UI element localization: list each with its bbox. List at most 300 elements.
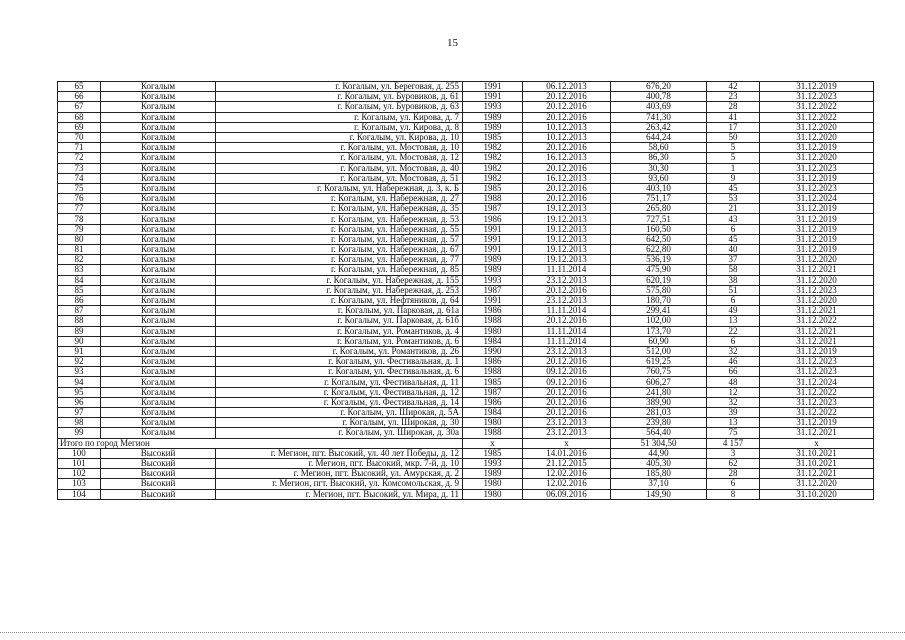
row-address: г. Когалым, ул. Кирова, д. 8: [216, 122, 463, 132]
row-area: 620,19: [611, 275, 707, 285]
row-number: 98: [58, 418, 101, 428]
row-address: г. Мегион, пгт. Высокий, ул. 40 лет Победы, д. 12: [216, 448, 463, 458]
row-area: 102,00: [611, 316, 707, 326]
row-deadline: 31.12.2023: [760, 163, 874, 173]
row-city: Высокий: [101, 448, 216, 458]
row-address: г. Когалым, ул. Буровиков, д. 61: [216, 92, 463, 102]
row-city: Когалым: [101, 418, 216, 428]
row-residents: 13: [707, 418, 760, 428]
row-year: 1984: [463, 408, 523, 418]
row-city: Когалым: [101, 122, 216, 132]
row-area: 44,90: [611, 448, 707, 458]
row-address: г. Когалым, ул. Фестивальная, д. 14: [216, 397, 463, 407]
row-number: 101: [58, 458, 101, 468]
row-date: 23.12.2013: [523, 418, 611, 428]
row-deadline: 31.12.2023: [760, 285, 874, 295]
row-number: 67: [58, 102, 101, 112]
row-year: 1984: [463, 336, 523, 346]
table-row: [58, 112, 874, 122]
scan-edge-line: [0, 632, 905, 633]
row-number: 86: [58, 295, 101, 305]
row-address: г. Когалым, ул. Кирова, д. 7: [216, 112, 463, 122]
row-date: 20.12.2016: [523, 316, 611, 326]
table-row: [58, 245, 874, 255]
row-residents: 37: [707, 255, 760, 265]
total-date: х: [523, 438, 611, 448]
table-row: [58, 275, 874, 285]
row-residents: 28: [707, 102, 760, 112]
row-year: 1989: [463, 265, 523, 275]
row-address: г. Когалым, ул. Мостовая, д. 51: [216, 173, 463, 183]
row-date: 10.12.2013: [523, 132, 611, 142]
total-year: х: [463, 438, 523, 448]
row-city: Когалым: [101, 92, 216, 102]
row-date: 11.11.2014: [523, 326, 611, 336]
row-residents: 21: [707, 204, 760, 214]
row-residents: 48: [707, 377, 760, 387]
row-city: Когалым: [101, 346, 216, 356]
row-year: 1991: [463, 234, 523, 244]
row-deadline: 31.12.2022: [760, 316, 874, 326]
table-row: [58, 326, 874, 336]
row-deadline: 31.12.2019: [760, 346, 874, 356]
row-number: 103: [58, 479, 101, 489]
row-area: 741,30: [611, 112, 707, 122]
row-deadline: 31.10.2021: [760, 458, 874, 468]
row-deadline: 31.12.2021: [760, 428, 874, 438]
row-date: 16.12.2013: [523, 153, 611, 163]
row-year: 1985: [463, 183, 523, 193]
row-residents: 53: [707, 194, 760, 204]
row-date: 23.12.2013: [523, 346, 611, 356]
row-deadline: 31.12.2020: [760, 295, 874, 305]
row-number: 92: [58, 357, 101, 367]
row-residents: 41: [707, 112, 760, 122]
row-address: г. Когалым, ул. Мостовая, д. 40: [216, 163, 463, 173]
table-row: [58, 479, 874, 489]
row-address: г. Когалым, ул. Набережная, д. 57: [216, 234, 463, 244]
row-date: 20.12.2016: [523, 397, 611, 407]
row-city: Когалым: [101, 112, 216, 122]
row-area: 760,75: [611, 367, 707, 377]
row-year: 1982: [463, 143, 523, 153]
table-row: [58, 285, 874, 295]
row-number: 69: [58, 122, 101, 132]
row-year: 1980: [463, 479, 523, 489]
row-number: 102: [58, 469, 101, 479]
row-area: 751,17: [611, 194, 707, 204]
row-address: г. Когалым, ул. Широкая, д. 30а: [216, 428, 463, 438]
row-address: г. Когалым, ул. Фестивальная, д. 11: [216, 377, 463, 387]
table-row: [58, 428, 874, 438]
row-area: 536,19: [611, 255, 707, 265]
row-area: 644,24: [611, 132, 707, 142]
row-residents: 8: [707, 489, 760, 499]
table-row: [58, 132, 874, 142]
row-city: Когалым: [101, 295, 216, 305]
table-row: [58, 224, 874, 234]
table-row: [58, 489, 874, 499]
row-deadline: 31.12.2019: [760, 224, 874, 234]
row-number: 77: [58, 204, 101, 214]
table-row: [58, 194, 874, 204]
row-year: 1985: [463, 377, 523, 387]
row-address: г. Когалым, ул. Набережная, д. 253: [216, 285, 463, 295]
row-city: Когалым: [101, 357, 216, 367]
table-row: [58, 153, 874, 163]
row-area: 727,51: [611, 214, 707, 224]
row-deadline: 31.12.2019: [760, 214, 874, 224]
row-city: Высокий: [101, 469, 216, 479]
row-deadline: 31.12.2023: [760, 367, 874, 377]
row-address: г. Мегион, пгт. Высокий, ул. Комсомольская, д. 9: [216, 479, 463, 489]
row-number: 79: [58, 224, 101, 234]
row-residents: 23: [707, 92, 760, 102]
row-year: 1988: [463, 367, 523, 377]
row-area: 149,90: [611, 489, 707, 499]
row-address: г. Когалым, ул. Широкая, д. 30: [216, 418, 463, 428]
total-label: Итого по город Мегион: [58, 438, 463, 448]
row-area: 60,90: [611, 336, 707, 346]
row-area: 299,41: [611, 306, 707, 316]
row-number: 68: [58, 112, 101, 122]
row-date: 11.11.2014: [523, 306, 611, 316]
row-year: 1991: [463, 245, 523, 255]
row-area: 400,78: [611, 92, 707, 102]
row-residents: 9: [707, 173, 760, 183]
row-residents: 32: [707, 397, 760, 407]
row-address: г. Когалым, ул. Набережная, д. 55: [216, 224, 463, 234]
total-deadline: х: [760, 438, 874, 448]
row-residents: 43: [707, 214, 760, 224]
row-residents: 13: [707, 316, 760, 326]
row-date: 14.01.2016: [523, 448, 611, 458]
row-year: 1989: [463, 255, 523, 265]
row-year: 1989: [463, 112, 523, 122]
row-deadline: 31.12.2022: [760, 112, 874, 122]
row-number: 74: [58, 173, 101, 183]
row-area: 30,30: [611, 163, 707, 173]
table-row: [58, 173, 874, 183]
row-city: Когалым: [101, 102, 216, 112]
row-year: 1989: [463, 122, 523, 132]
row-residents: 62: [707, 458, 760, 468]
row-number: 81: [58, 245, 101, 255]
row-area: 512,00: [611, 346, 707, 356]
row-deadline: 31.12.2019: [760, 143, 874, 153]
row-date: 20.12.2016: [523, 387, 611, 397]
row-deadline: 31.12.2019: [760, 204, 874, 214]
table-row: [58, 397, 874, 407]
row-date: 11.11.2014: [523, 336, 611, 346]
row-residents: 40: [707, 245, 760, 255]
row-city: Когалым: [101, 163, 216, 173]
row-number: 75: [58, 183, 101, 193]
row-area: 180,70: [611, 295, 707, 305]
row-city: Когалым: [101, 132, 216, 142]
row-year: 1986: [463, 214, 523, 224]
row-year: 1982: [463, 173, 523, 183]
row-area: 37,10: [611, 479, 707, 489]
row-year: 1993: [463, 458, 523, 468]
row-city: Когалым: [101, 408, 216, 418]
row-date: 21.12.2015: [523, 458, 611, 468]
row-deadline: 31.10.2021: [760, 448, 874, 458]
row-deadline: 31.12.2023: [760, 183, 874, 193]
row-date: 11.11.2014: [523, 265, 611, 275]
row-city: Когалым: [101, 265, 216, 275]
row-city: Когалым: [101, 153, 216, 163]
row-city: Когалым: [101, 275, 216, 285]
row-area: 405,30: [611, 458, 707, 468]
row-number: 88: [58, 316, 101, 326]
row-city: Высокий: [101, 458, 216, 468]
row-area: 564,40: [611, 428, 707, 438]
table-row: [58, 295, 874, 305]
row-address: г. Когалым, ул. Набережная, д. 35: [216, 204, 463, 214]
row-year: 1982: [463, 163, 523, 173]
row-date: 19.12.2013: [523, 255, 611, 265]
row-address: г. Мегион, пгт. Высокий, ул. Мира, д. 11: [216, 489, 463, 499]
row-residents: 5: [707, 143, 760, 153]
row-date: 23.12.2013: [523, 428, 611, 438]
row-area: 389,90: [611, 397, 707, 407]
row-residents: 3: [707, 448, 760, 458]
row-city: Когалым: [101, 82, 216, 92]
row-city: Когалым: [101, 428, 216, 438]
row-area: 619,25: [611, 357, 707, 367]
row-address: г. Когалым, ул. Кирова, д. 10: [216, 132, 463, 142]
row-date: 12.02.2016: [523, 479, 611, 489]
row-area: 241,80: [611, 387, 707, 397]
row-deadline: 31.12.2020: [760, 275, 874, 285]
table-row: [58, 357, 874, 367]
row-city: Когалым: [101, 285, 216, 295]
row-address: г. Когалым, ул. Фестивальная, д. 1: [216, 357, 463, 367]
row-residents: 6: [707, 295, 760, 305]
row-number: 104: [58, 489, 101, 499]
row-year: 1982: [463, 153, 523, 163]
row-residents: 22: [707, 326, 760, 336]
row-area: 281,03: [611, 408, 707, 418]
row-deadline: 31.12.2021: [760, 306, 874, 316]
row-year: 1987: [463, 204, 523, 214]
row-residents: 66: [707, 367, 760, 377]
row-address: г. Когалым, ул. Фестивальная, д. 6: [216, 367, 463, 377]
row-deadline: 31.12.2024: [760, 377, 874, 387]
row-area: 185,80: [611, 469, 707, 479]
row-address: г. Когалым, ул. Романтиков, д. 26: [216, 346, 463, 356]
row-address: г. Мегион, пгт. Высокий, мкр. 7-й, д. 10: [216, 458, 463, 468]
row-city: Когалым: [101, 326, 216, 336]
row-year: 1986: [463, 306, 523, 316]
row-date: 23.12.2013: [523, 295, 611, 305]
row-city: Когалым: [101, 204, 216, 214]
table-row: [58, 458, 874, 468]
table-row: [58, 102, 874, 112]
row-date: 09.12.2016: [523, 367, 611, 377]
row-area: 403,69: [611, 102, 707, 112]
row-residents: 6: [707, 479, 760, 489]
row-year: 1991: [463, 295, 523, 305]
row-deadline: 31.12.2020: [760, 122, 874, 132]
row-residents: 5: [707, 153, 760, 163]
row-number: 66: [58, 92, 101, 102]
row-address: г. Когалым, ул. Набережная, д. 155: [216, 275, 463, 285]
table-row: [58, 408, 874, 418]
row-date: 19.12.2013: [523, 214, 611, 224]
row-deadline: 31.12.2022: [760, 408, 874, 418]
row-residents: 32: [707, 346, 760, 356]
table-row: [58, 448, 874, 458]
row-area: 642,50: [611, 234, 707, 244]
row-deadline: 31.12.2019: [760, 82, 874, 92]
row-number: 90: [58, 336, 101, 346]
row-date: 20.12.2016: [523, 143, 611, 153]
housing-registry-table: [57, 81, 874, 500]
row-number: 73: [58, 163, 101, 173]
row-city: Когалым: [101, 143, 216, 153]
row-number: 100: [58, 448, 101, 458]
row-date: 20.12.2016: [523, 285, 611, 295]
row-deadline: 31.12.2023: [760, 92, 874, 102]
row-number: 94: [58, 377, 101, 387]
table-row: [58, 377, 874, 387]
row-year: 1988: [463, 194, 523, 204]
row-number: 99: [58, 428, 101, 438]
row-address: г. Когалым, ул. Береговая, д. 255: [216, 82, 463, 92]
row-deadline: 31.12.2023: [760, 357, 874, 367]
row-year: 1988: [463, 428, 523, 438]
row-area: 265,80: [611, 204, 707, 214]
row-number: 83: [58, 265, 101, 275]
row-year: 1990: [463, 346, 523, 356]
row-deadline: 31.12.2021: [760, 469, 874, 479]
row-city: Когалым: [101, 234, 216, 244]
row-number: 89: [58, 326, 101, 336]
row-date: 12.02.2016: [523, 469, 611, 479]
row-number: 97: [58, 408, 101, 418]
row-city: Когалым: [101, 173, 216, 183]
row-date: 20.12.2016: [523, 163, 611, 173]
row-year: 1991: [463, 224, 523, 234]
row-residents: 58: [707, 265, 760, 275]
row-date: 19.12.2013: [523, 204, 611, 214]
row-city: Высокий: [101, 489, 216, 499]
row-date: 06.09.2016: [523, 489, 611, 499]
row-area: 676,20: [611, 82, 707, 92]
row-city: Когалым: [101, 397, 216, 407]
table-row: [58, 234, 874, 244]
row-area: 606,27: [611, 377, 707, 387]
row-year: 1987: [463, 285, 523, 295]
table-row: [58, 163, 874, 173]
row-deadline: 31.12.2019: [760, 234, 874, 244]
total-count: 4 157: [707, 438, 760, 448]
table-row: [58, 418, 874, 428]
row-address: г. Когалым, ул. Набережная, д. 27: [216, 194, 463, 204]
row-city: Когалым: [101, 387, 216, 397]
row-area: 263,42: [611, 122, 707, 132]
total-value: 51 304,50: [611, 438, 707, 448]
row-city: Когалым: [101, 245, 216, 255]
row-date: 20.12.2016: [523, 194, 611, 204]
row-deadline: 31.12.2020: [760, 255, 874, 265]
row-deadline: 31.12.2021: [760, 326, 874, 336]
row-number: 76: [58, 194, 101, 204]
row-city: Когалым: [101, 367, 216, 377]
row-year: 1980: [463, 418, 523, 428]
row-number: 87: [58, 306, 101, 316]
row-address: г. Когалым, ул. Романтиков, д. 4: [216, 326, 463, 336]
row-deadline: 31.12.2022: [760, 102, 874, 112]
row-address: г. Когалым, ул. Широкая, д. 5А: [216, 408, 463, 418]
table-row: [58, 214, 874, 224]
row-deadline: 31.12.2019: [760, 418, 874, 428]
row-address: г. Когалым, ул. Фестивальная, д. 12: [216, 387, 463, 397]
row-residents: 49: [707, 306, 760, 316]
row-number: 84: [58, 275, 101, 285]
row-year: 1988: [463, 316, 523, 326]
table-row: [58, 143, 874, 153]
row-city: Когалым: [101, 214, 216, 224]
row-area: 575,80: [611, 285, 707, 295]
row-deadline: 31.12.2019: [760, 245, 874, 255]
row-area: 160,50: [611, 224, 707, 234]
row-residents: 45: [707, 234, 760, 244]
row-deadline: 31.12.2022: [760, 387, 874, 397]
row-address: г. Когалым, ул. Романтиков, д. 6: [216, 336, 463, 346]
row-number: 71: [58, 143, 101, 153]
row-address: г. Когалым, ул. Мостовая, д. 12: [216, 153, 463, 163]
row-address: г. Когалым, ул. Буровиков, д. 63: [216, 102, 463, 112]
row-city: Когалым: [101, 336, 216, 346]
row-deadline: 31.12.2023: [760, 397, 874, 407]
row-city: Когалым: [101, 183, 216, 193]
row-deadline: 31.10.2020: [760, 489, 874, 499]
row-number: 80: [58, 234, 101, 244]
row-year: 1986: [463, 357, 523, 367]
table-row: [58, 183, 874, 193]
row-date: 06.12.2013: [523, 82, 611, 92]
table-row: [58, 306, 874, 316]
row-date: 19.12.2013: [523, 224, 611, 234]
row-address: г. Когалым, ул. Набережная, д. 53: [216, 214, 463, 224]
table-row: [58, 255, 874, 265]
row-residents: 28: [707, 469, 760, 479]
table-row: [58, 316, 874, 326]
row-number: 72: [58, 153, 101, 163]
page-number: 15: [447, 37, 458, 49]
row-city: Когалым: [101, 194, 216, 204]
row-year: 1980: [463, 489, 523, 499]
table-row: [58, 336, 874, 346]
row-residents: 39: [707, 408, 760, 418]
table-row: [58, 367, 874, 377]
row-address: г. Когалым, ул. Набережная, д. 77: [216, 255, 463, 265]
row-residents: 17: [707, 122, 760, 132]
row-residents: 42: [707, 82, 760, 92]
row-city: Когалым: [101, 316, 216, 326]
table-row: [58, 122, 874, 132]
table-row: [58, 387, 874, 397]
table-row: [58, 346, 874, 356]
row-area: 93,60: [611, 173, 707, 183]
row-number: 70: [58, 132, 101, 142]
row-area: 403,10: [611, 183, 707, 193]
row-residents: 6: [707, 336, 760, 346]
row-year: 1993: [463, 102, 523, 112]
